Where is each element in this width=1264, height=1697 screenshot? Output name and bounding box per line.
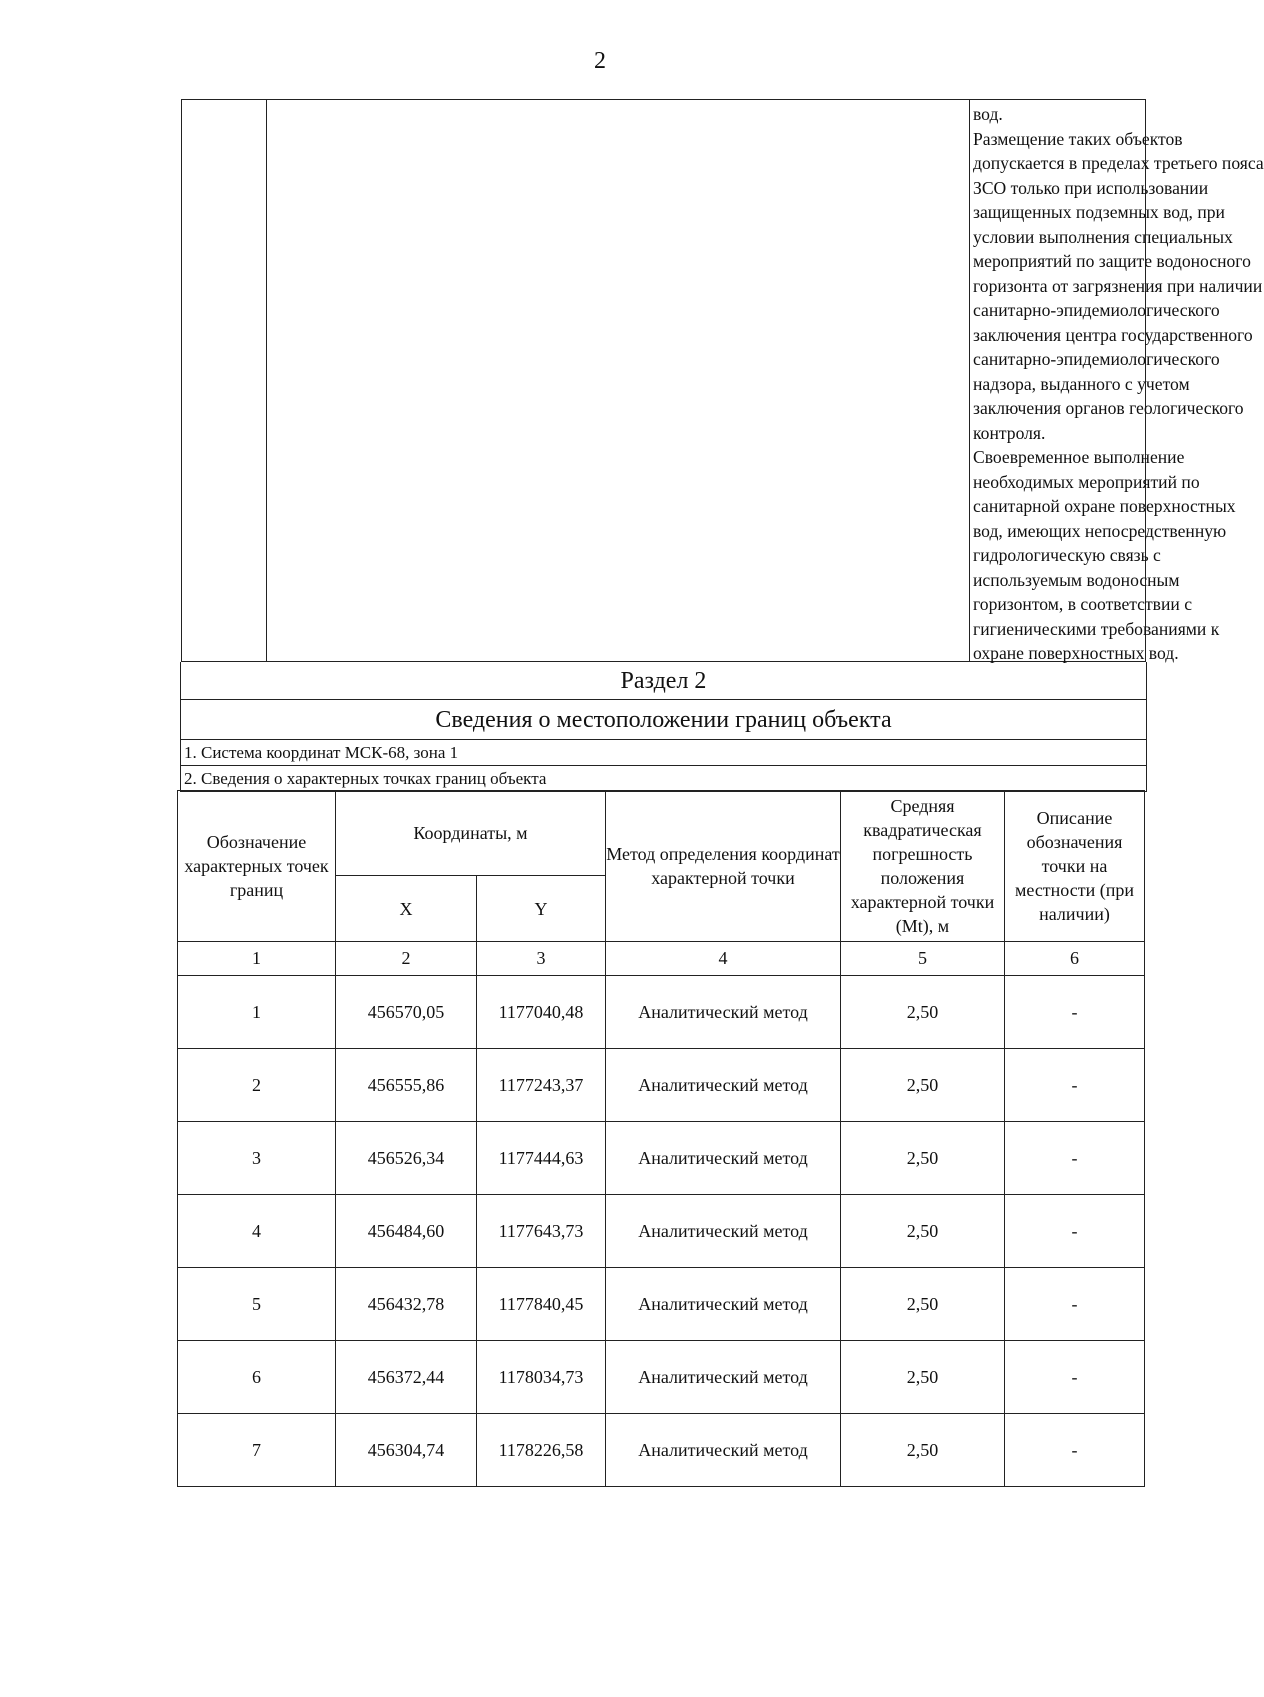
point-number: 4 [178, 1195, 336, 1268]
coordinates-table [177, 790, 1145, 1487]
text-line: горизонтом, в соответствии с [973, 594, 1193, 614]
method: Аналитический метод [606, 1341, 841, 1414]
description: - [1005, 1049, 1145, 1122]
error-value: 2,50 [841, 1122, 1005, 1195]
y-coordinate: 1177243,37 [477, 1049, 606, 1122]
page-number: 2 [594, 48, 606, 74]
coord-system-line: 1. Система координат МСК-68, зона 1 [180, 740, 1147, 766]
text-line: вод. [973, 104, 1003, 124]
header-designation: Обозначение характерных точек границ [178, 791, 336, 942]
text-line: используемым водоносным [973, 569, 1180, 590]
header-error: Средняя квадратическая погрешность положения характерной точки (Mt), м [841, 791, 1005, 942]
text-line: надзора, выданного с учетом [973, 373, 1190, 394]
text-line: горизонта от загрязнения при наличии [973, 275, 1263, 296]
column-number: 2 [336, 942, 477, 976]
method: Аналитический метод [606, 1049, 841, 1122]
text-line: санитарной охране поверхностных [973, 496, 1236, 516]
empty-cell-2 [267, 100, 970, 661]
y-coordinate: 1178034,73 [477, 1341, 606, 1414]
column-number: 4 [606, 942, 841, 976]
description: - [1005, 1268, 1145, 1341]
table-row [178, 1122, 1145, 1195]
x-coordinate: 456555,86 [336, 1049, 477, 1122]
point-number: 3 [178, 1122, 336, 1195]
column-number: 1 [178, 942, 336, 976]
error-value: 2,50 [841, 1341, 1005, 1414]
text-line: Размещение таких объектов [973, 128, 1183, 149]
description: - [1005, 1195, 1145, 1268]
point-number: 6 [178, 1341, 336, 1414]
text-line: санитарно-эпидемиологического [973, 300, 1220, 320]
header-y: Y [477, 876, 606, 942]
method: Аналитический метод [606, 1414, 841, 1487]
text-line: заключения центра государственного [973, 324, 1253, 345]
method: Аналитический метод [606, 976, 841, 1049]
description: - [1005, 1122, 1145, 1195]
table-row [178, 976, 1145, 1049]
error-value: 2,50 [841, 1268, 1005, 1341]
x-coordinate: 456432,78 [336, 1268, 477, 1341]
column-number-row [178, 942, 1145, 976]
text-line: допускается в пределах третьего пояса [973, 153, 1264, 173]
method: Аналитический метод [606, 1268, 841, 1341]
text-line: мероприятий по защите водоносного [973, 251, 1251, 271]
y-coordinate: 1178226,58 [477, 1414, 606, 1487]
y-coordinate: 1177444,63 [477, 1122, 606, 1195]
x-coordinate: 456484,60 [336, 1195, 477, 1268]
table-row [178, 1049, 1145, 1122]
x-coordinate: 456372,44 [336, 1341, 477, 1414]
header-description: Описание обозначения точки на местности (при наличии) [1005, 791, 1145, 942]
description: - [1005, 1341, 1145, 1414]
x-coordinate: 456526,34 [336, 1122, 477, 1195]
column-number: 3 [477, 942, 606, 976]
text-line: охране поверхностных вод. [973, 643, 1179, 663]
continuation-text [973, 102, 1264, 666]
table-row [178, 1414, 1145, 1487]
section-subtitle: Сведения о местоположении границ объекта [180, 700, 1147, 740]
header-x: X [336, 876, 477, 942]
column-number: 5 [841, 942, 1005, 976]
error-value: 2,50 [841, 1195, 1005, 1268]
point-number: 2 [178, 1049, 336, 1122]
text-line: Своевременное выполнение [973, 447, 1185, 467]
text-line: гидрологическую связь с [973, 545, 1161, 565]
points-caption: 2. Сведения о характерных точках границ объекта [180, 766, 1147, 792]
header-coordinates: Координаты, м [336, 791, 606, 876]
continuation-table [181, 99, 1264, 663]
text-line: санитарно-эпидемиологического [973, 349, 1220, 369]
text-line: необходимых мероприятий по [973, 471, 1200, 492]
text-line: защищенных подземных вод, при [973, 202, 1225, 222]
text-line: контроля. [973, 422, 1046, 443]
y-coordinate: 1177840,45 [477, 1268, 606, 1341]
method: Аналитический метод [606, 1195, 841, 1268]
point-number: 5 [178, 1268, 336, 1341]
x-coordinate: 456304,74 [336, 1414, 477, 1487]
empty-cell-1 [182, 100, 267, 661]
method: Аналитический метод [606, 1122, 841, 1195]
point-number: 7 [178, 1414, 336, 1487]
table-row [178, 1341, 1145, 1414]
table-row [178, 1195, 1145, 1268]
text-line: вод, имеющих непосредственную [973, 520, 1227, 541]
y-coordinate: 1177643,73 [477, 1195, 606, 1268]
section-title: Раздел 2 [180, 662, 1147, 700]
section-header [180, 662, 1147, 792]
text-line: условии выполнения специальных [973, 226, 1233, 247]
description: - [1005, 976, 1145, 1049]
text-line: заключения органов геологического [973, 398, 1244, 418]
error-value: 2,50 [841, 976, 1005, 1049]
point-number: 1 [178, 976, 336, 1049]
table-row [178, 1268, 1145, 1341]
text-line: гигиеническими требованиями к [973, 618, 1220, 639]
description: - [1005, 1414, 1145, 1487]
y-coordinate: 1177040,48 [477, 976, 606, 1049]
column-number: 6 [1005, 942, 1145, 976]
error-value: 2,50 [841, 1049, 1005, 1122]
x-coordinate: 456570,05 [336, 976, 477, 1049]
header-method: Метод определения координат характерной точки [606, 791, 841, 942]
text-line: ЗСО только при использовании [973, 177, 1209, 198]
error-value: 2,50 [841, 1414, 1005, 1487]
